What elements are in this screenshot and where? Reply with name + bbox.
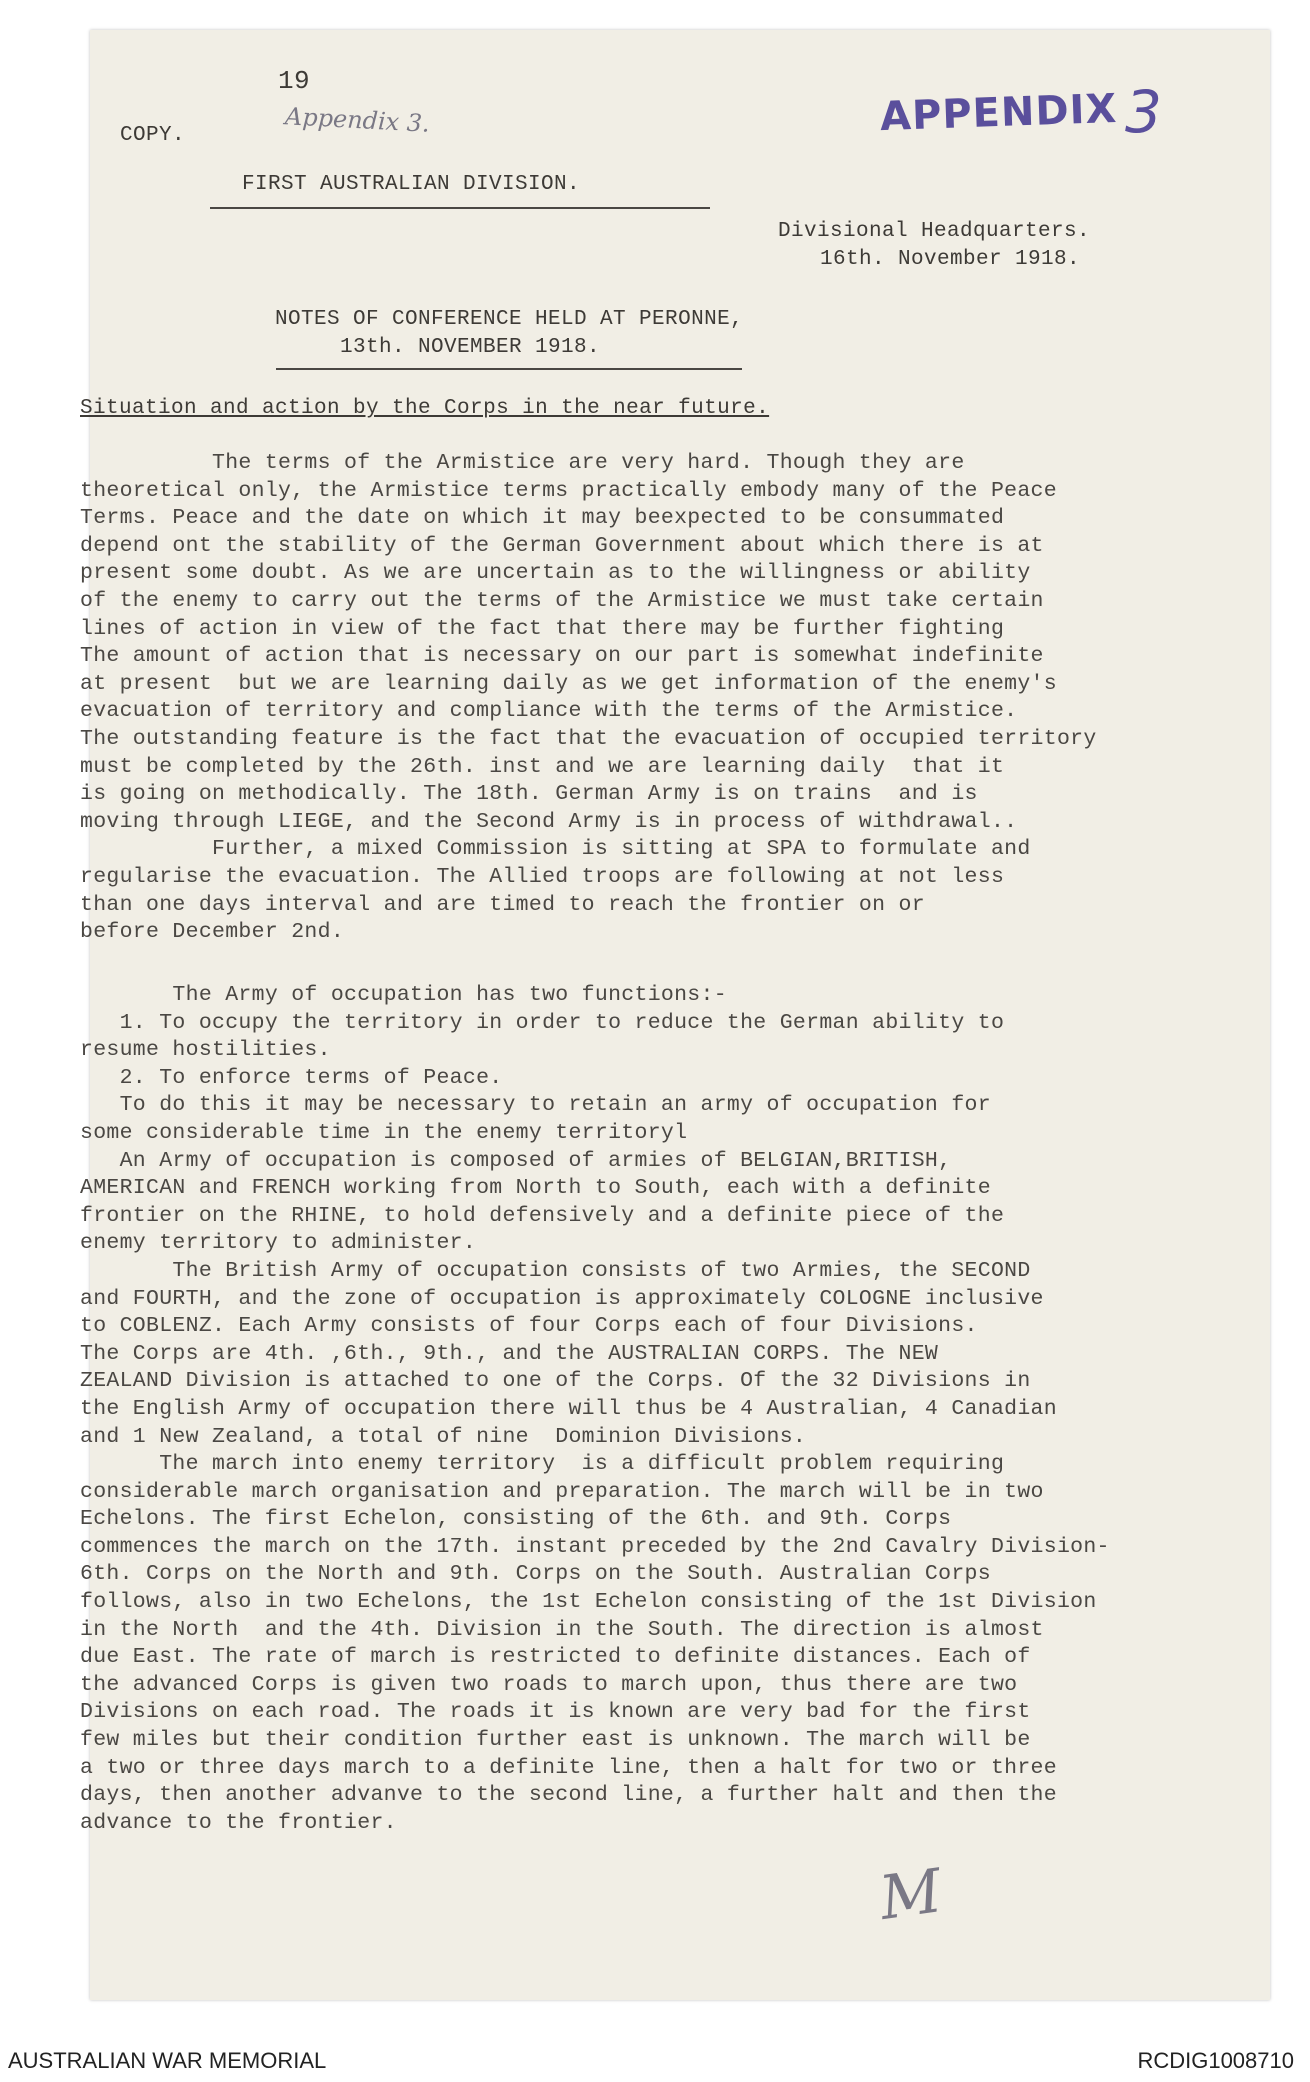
text-line: present some doubt. As we are uncertain as to the willingness or ability [80, 561, 1031, 586]
text-line: depend ont the stability of the German Government about which there is at [80, 533, 1044, 558]
text-line: and 1 New Zealand, a total of nine Dominion Divisions. [80, 1424, 807, 1449]
text-line: The Corps are 4th. ,6th., 9th., and the AUSTRALIAN CORPS. The NEW [80, 1341, 939, 1366]
paragraph-army-of-occupation [80, 982, 1110, 1837]
text-line: frontier on the RHINE, to hold defensively and a definite piece of the [80, 1203, 1005, 1228]
page-number: 19 [278, 66, 311, 96]
appendix-stamp: APPENDIX [879, 85, 1119, 141]
text-line: The outstanding feature is the fact that the evacuation of occupied territory [80, 726, 1097, 751]
text-line: ZEALAND Division is attached to one of the Corps. Of the 32 Divisions in [80, 1369, 1031, 1394]
text-line: considerable march organisation and preparation. The march will be in two [80, 1479, 1044, 1504]
text-line: To do this it may be necessary to retain an army of occupation for [80, 1093, 991, 1118]
division-underline [210, 207, 710, 209]
text-line: The amount of action that is necessary on our part is somewhat indefinite [80, 644, 1044, 669]
text-line: The terms of the Armistice are very hard. Though they are [80, 451, 965, 475]
text-line: The Army of occupation has two functions:- [80, 983, 727, 1007]
text-line: a two or three days march to a definite line, then a halt for two or three [80, 1755, 1057, 1780]
text-line: resume hostilities. [80, 1038, 331, 1063]
text-line: 2. To enforce terms of Peace. [80, 1065, 503, 1090]
text-line: moving through LIEGE, and the Second Army is in process of withdrawal.. [80, 809, 1018, 834]
text-line: is going on methodically. The 18th. German Army is on trains and is [80, 782, 978, 807]
appendix-stamp-number: 3 [1125, 78, 1163, 146]
text-line: due East. The rate of march is restricted to definite distances. Each of [80, 1645, 1031, 1670]
text-line: The march into enemy territory is a difficult problem requiring [80, 1452, 1005, 1477]
text-line: 1. To occupy the territory in order to reduce the German ability to [80, 1010, 1005, 1035]
text-line: theoretical only, the Armistice terms practically embody many of the Peace [80, 478, 1057, 503]
text-line: regularise the evacuation. The Allied troops are following at not less [80, 864, 1005, 889]
text-line: days, then another advanve to the second line, a further halt and then the [80, 1783, 1057, 1808]
copy-label: COPY. [120, 124, 186, 147]
hq-line-1: Divisional Headquarters. [778, 220, 1091, 243]
hq-date: 16th. November 1918. [820, 248, 1081, 271]
section-heading: Situation and action by the Corps in the near future. [80, 397, 770, 420]
text-line: lines of action in view of the fact that there may be further fighting [80, 616, 1005, 641]
text-line: advance to the frontier. [80, 1810, 397, 1835]
text-line: to COBLENZ. Each Army consists of four Corps each of four Divisions. [80, 1314, 978, 1339]
text-line: at present but we are learning daily as we get information of the enemy's [80, 671, 1057, 696]
text-line: An Army of occupation is composed of armies of BELGIAN,BRITISH, [80, 1148, 952, 1173]
title-line-1: NOTES OF CONFERENCE HELD AT PERONNE, [275, 308, 744, 331]
text-line: must be completed by the 26th. inst and we are learning daily that it [80, 754, 1005, 779]
text-line: some considerable time in the enemy territoryl [80, 1120, 688, 1145]
text-line: Terms. Peace and the date on which it may beexpected to be consummated [80, 506, 1005, 531]
handwritten-initials: M [875, 1856, 947, 1934]
text-line: before December 2nd. [80, 920, 345, 945]
title-underline [276, 368, 742, 370]
text-line: Echelons. The first Echelon, consisting of the 6th. and 9th. Corps [80, 1507, 952, 1532]
text-line: in the North and the 4th. Division in the South. The direction is almost [80, 1617, 1044, 1642]
text-line: 6th. Corps on the North and 9th. Corps on the South. Australian Corps [80, 1562, 991, 1587]
text-line: The British Army of occupation consists of two Armies, the SECOND [80, 1258, 1031, 1283]
footer-reference-id: RCDIG1008710 [1137, 2048, 1294, 2073]
paragraph-armistice [80, 450, 1097, 947]
text-line: Divisions on each road. The roads it is known are very bad for the first [80, 1700, 1031, 1725]
text-line: follows, also in two Echelons, the 1st Echelon consisting of the 1st Division [80, 1590, 1097, 1615]
text-line: than one days interval and are timed to reach the frontier on or [80, 892, 925, 917]
text-line: and FOURTH, and the zone of occupation is approximately COLOGNE inclusive [80, 1286, 1044, 1311]
text-line: evacuation of territory and compliance with the terms of the Armistice. [80, 699, 1018, 724]
text-line: the advanced Corps is given two roads to march upon, thus there are two [80, 1672, 1018, 1697]
footer-institution: AUSTRALIAN WAR MEMORIAL [8, 2048, 327, 2073]
text-line: commences the march on the 17th. instant preceded by the 2nd Cavalry Division- [80, 1534, 1110, 1559]
text-line: AMERICAN and FRENCH working from North to South, each with a definite [80, 1176, 991, 1201]
title-line-2: 13th. NOVEMBER 1918. [340, 336, 601, 359]
text-line: the English Army of occupation there will thus be 4 Australian, 4 Canadian [80, 1396, 1057, 1421]
pencil-note: Appendix 3. [284, 102, 431, 138]
division-name: FIRST AUSTRALIAN DIVISION. [242, 173, 581, 196]
text-line: few miles but their condition further east is unknown. The march will be [80, 1728, 1031, 1753]
text-line: enemy territory to administer. [80, 1231, 477, 1256]
text-line: of the enemy to carry out the terms of the Armistice we must take certain [80, 588, 1044, 613]
text-line: Further, a mixed Commission is sitting at SPA to formulate and [80, 837, 1031, 862]
